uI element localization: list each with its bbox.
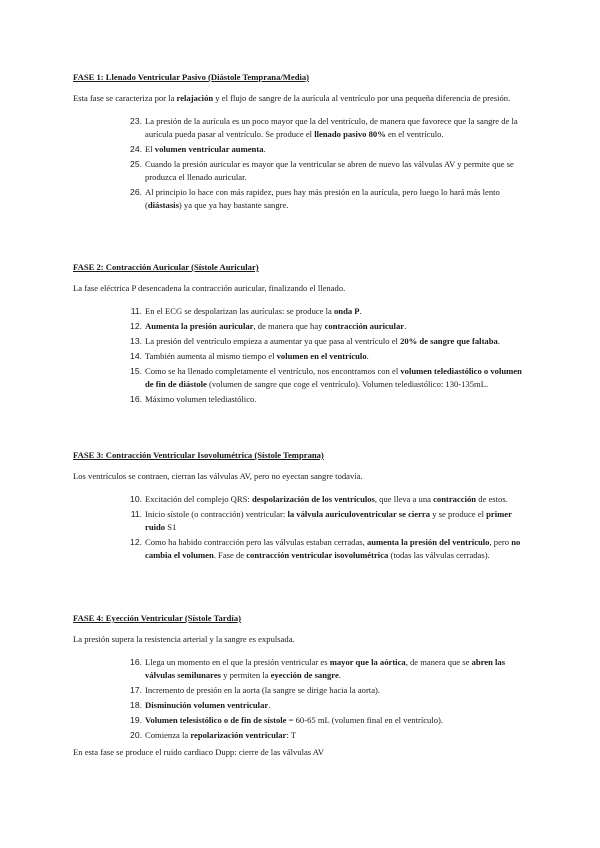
item-number: 24.	[130, 144, 142, 154]
text-run-bold: volumen en el ventrículo	[276, 351, 367, 361]
text-run-bold: abren las válvulas semilunares	[145, 657, 506, 680]
text-run: , de manera que hay	[253, 321, 325, 331]
list-item	[73, 493, 531, 506]
item-number: 20.	[130, 730, 142, 740]
list-item	[73, 115, 531, 141]
list-item	[73, 186, 531, 212]
phase-3-list	[73, 493, 531, 562]
text-run-bold: contracción auricular	[324, 321, 405, 331]
phase-1-title: FASE 1: Llenado Ventricular Pasivo (Diástole Temprana/Media)	[73, 72, 310, 82]
text-run: La presión supera la resistencia arterial y la sangre es expulsada.	[73, 634, 295, 644]
text-run: La fase eléctrica P desencadena la contracción auricular, finalizando el llenado.	[73, 283, 346, 293]
text-run: Llega un momento en el que la presión ventricular es	[145, 657, 330, 667]
text-run-bold: diástasis	[147, 200, 179, 210]
text-run: = 60-65 mL (volumen final en el ventrículo).	[286, 715, 444, 725]
text-run-bold: volumen telediastólico o volumen de fin de diástole	[145, 366, 522, 389]
text-run: .	[338, 670, 341, 680]
text-run: , de manera que se	[405, 657, 472, 667]
phase-2-section	[73, 261, 531, 408]
text-run-bold: contracción ventricular isovolumétrica	[246, 550, 389, 560]
text-run: Inicio sístole (o contracción) ventricular:	[145, 509, 288, 519]
list-item	[73, 684, 531, 697]
text-run-bold: despolarización de los ventrículos	[251, 494, 375, 504]
list-item	[73, 699, 531, 712]
text-run: .	[497, 336, 500, 346]
text-run-bold: contracción	[433, 494, 477, 504]
text-run-bold: Volumen telesistólico o de fin de sístole	[145, 715, 287, 725]
text-run: (volumen de sangre que coge el ventrículo). Volumen telediastólico: 130-135mL.	[206, 379, 489, 389]
text-run: ) ya que ya hay bastante sangre.	[178, 200, 289, 210]
text-run: Cuando la presión auricular es mayor que la ventricular se abren de nuevo las válvulas AV y permite que se produzca el llenado auricular.	[145, 159, 514, 182]
text-run: en el ventrículo.	[385, 129, 444, 139]
list-item	[73, 508, 531, 534]
closing-note: En esta fase se produce el ruido cardiaco Dupp: cierre de las válvulas AV	[73, 747, 325, 757]
text-run: Los ventrículos se contraen, cierran las válvulas AV, pero no eyectan sangre todavía.	[73, 471, 363, 481]
text-run: , pero	[489, 537, 512, 547]
text-run-bold: llenado pasivo 80%	[314, 129, 386, 139]
phase-2-list	[73, 305, 531, 406]
text-run: La presión de la aurícula es un poco mayor que la del ventrículo, de manera que favorece que la sangre de la aurícula pueda pasar al ventrículo. Se produce el	[145, 116, 518, 139]
text-run-bold: eyección de sangre	[270, 670, 339, 680]
phase-3-section	[73, 449, 531, 564]
text-run-bold: Aumenta la presión auricular	[145, 321, 254, 331]
list-item	[73, 729, 531, 742]
text-run: .	[404, 321, 407, 331]
item-number: 11.	[130, 509, 142, 519]
text-run: : T	[286, 730, 297, 740]
text-run: Al principio lo hace con más rapidez, pues hay más presión en la aurícula, pero luego lo hará más lento (	[145, 187, 500, 210]
item-number: 11.	[130, 306, 142, 316]
item-number: 14.	[130, 351, 142, 361]
text-run: Excitación del complejo QRS:	[145, 494, 252, 504]
text-run-bold: primer ruido	[145, 509, 512, 532]
item-number: 10.	[130, 494, 142, 504]
list-item	[73, 536, 531, 562]
text-run: Como se ha llenado completamente el ventrículo, nos encontramos con el	[145, 366, 401, 376]
text-run: y se produce el	[430, 509, 487, 519]
phase-3-title: FASE 3: Contracción Ventricular Isovolumétrica (Sístole Temprana)	[73, 450, 324, 460]
item-number: 16.	[130, 394, 142, 404]
list-item	[73, 320, 531, 333]
text-run-bold: mayor que la aórtica	[329, 657, 406, 667]
text-run: Esta fase se caracteriza por la	[73, 93, 177, 103]
item-number: 26.	[130, 187, 142, 197]
list-item	[73, 350, 531, 363]
text-run-bold: volumen ventricular aumenta	[154, 144, 264, 154]
text-run: El	[145, 144, 155, 154]
text-run: . Fase de	[213, 550, 247, 560]
text-run: y el flujo de sangre de la aurícula al ventrículo por una pequeña diferencia de presión.	[213, 93, 511, 103]
item-number: 12.	[130, 537, 142, 547]
phase-2-title: FASE 2: Contracción Auricular (Sístole Auricular)	[73, 262, 259, 272]
item-number: 17.	[130, 685, 142, 695]
item-number: 13.	[130, 336, 142, 346]
text-run: y permiten la	[221, 670, 271, 680]
item-number: 19.	[130, 715, 142, 725]
phase-1-section	[73, 71, 531, 214]
phase-1-intro	[73, 92, 531, 105]
text-run-bold: onda P	[334, 306, 360, 316]
text-run: .	[263, 144, 266, 154]
text-run: Como ha habido contracción pero las válvulas estaban cerradas,	[145, 537, 367, 547]
item-number: 15.	[130, 366, 142, 376]
list-item	[73, 335, 531, 348]
text-run: (todas las válvulas cerradas).	[388, 550, 490, 560]
list-item	[73, 143, 531, 156]
item-number: 18.	[130, 700, 142, 710]
text-run: S1	[165, 522, 177, 532]
text-run-bold: Disminución volumen ventricular	[145, 700, 269, 710]
text-run: de estos.	[476, 494, 508, 504]
text-run: , que lleva a una	[374, 494, 434, 504]
text-run: Incremento de presión en la aorta (la sangre se dirige hacia la aorta).	[145, 685, 381, 695]
text-run: En el ECG se despolarizan las aurículas: se produce la	[145, 306, 334, 316]
item-number: 23.	[130, 116, 142, 126]
text-run: .	[366, 351, 369, 361]
item-number: 16.	[130, 657, 142, 667]
list-item	[73, 158, 531, 184]
text-run: Máximo volumen telediastólico.	[145, 394, 257, 404]
list-item	[73, 656, 531, 682]
phase-3-intro	[73, 470, 531, 483]
list-item	[73, 305, 531, 318]
text-run: La presión del ventrículo empieza a aumentar ya que pasa al ventrículo el	[145, 336, 401, 346]
phase-4-intro	[73, 633, 531, 646]
phase-2-intro	[73, 282, 531, 295]
phase-1-list	[73, 115, 531, 212]
list-item	[73, 365, 531, 391]
text-run-bold: no cambia el volumen	[145, 537, 521, 560]
item-number: 12.	[130, 321, 142, 331]
phase-4-title: FASE 4: Eyección Ventricular (Sístole Tardía)	[73, 613, 241, 623]
text-run-bold: relajación	[176, 93, 214, 103]
text-run-bold: aumenta la presión del ventrículo	[366, 537, 490, 547]
text-run: Comienza la	[145, 730, 191, 740]
phase-4-list	[73, 656, 531, 742]
text-run-bold: repolarización ventricular	[190, 730, 287, 740]
text-run: También aumenta al mismo tiempo el	[145, 351, 277, 361]
item-number: 25.	[130, 159, 142, 169]
text-run: .	[359, 306, 362, 316]
list-item	[73, 393, 531, 406]
text-run-bold: la válvula auriculoventricular se cierra	[287, 509, 431, 519]
text-run-bold: 20% de sangre que faltaba	[400, 336, 498, 346]
list-item	[73, 714, 531, 727]
phase-4-section	[73, 612, 531, 744]
text-run: .	[268, 700, 271, 710]
